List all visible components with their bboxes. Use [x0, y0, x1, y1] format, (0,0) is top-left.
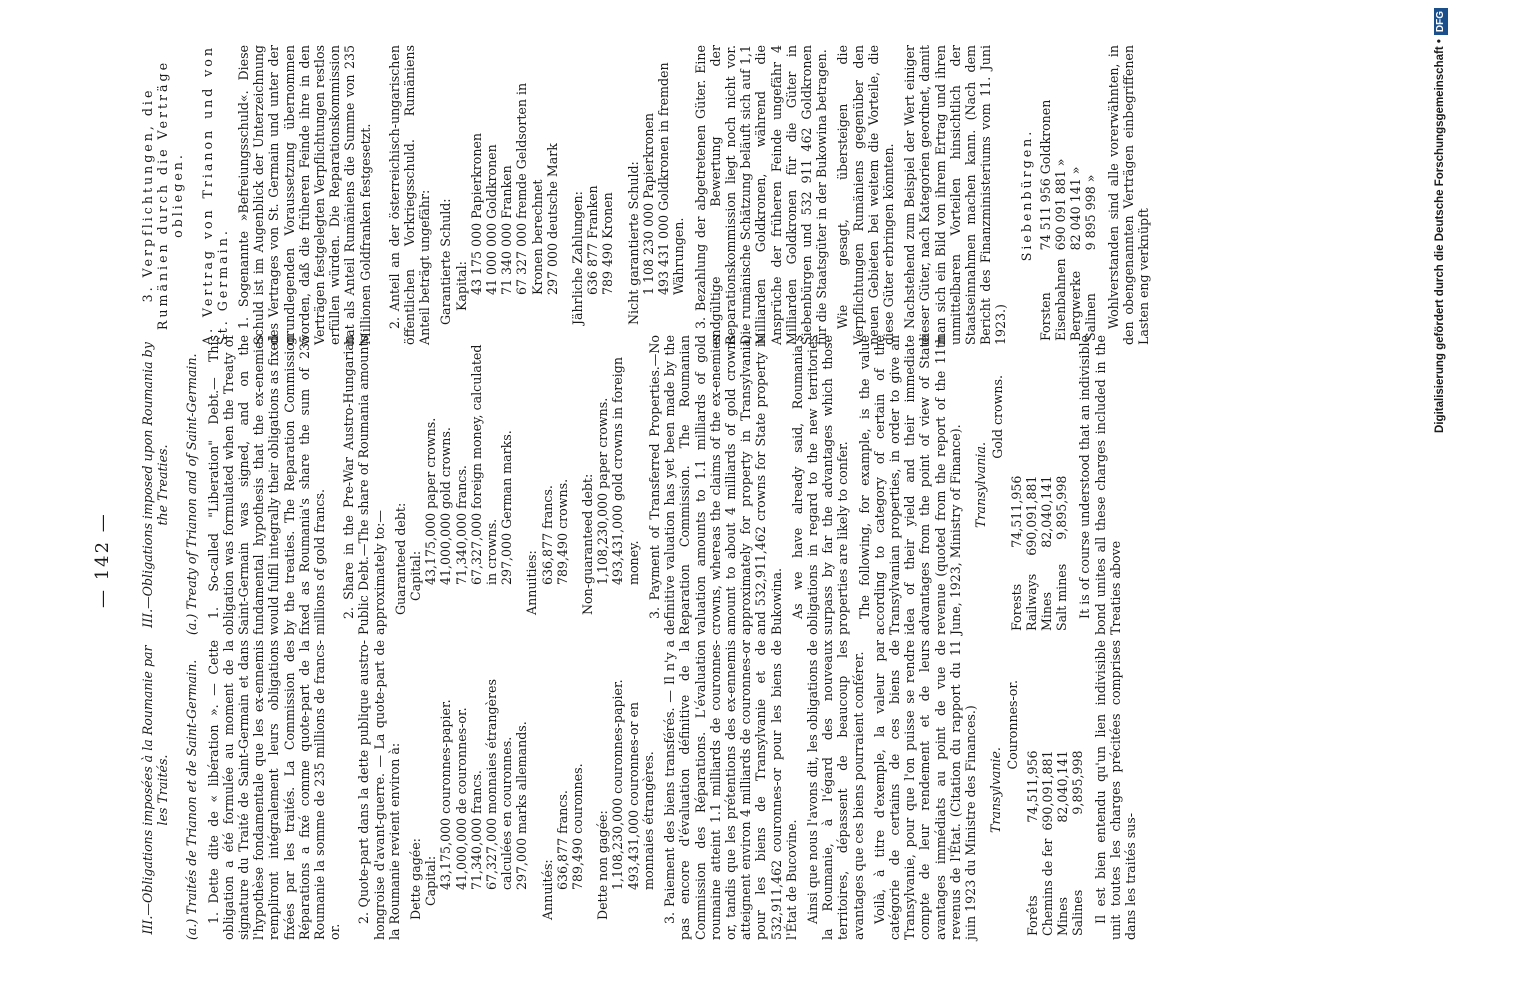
- row-label: Forêts: [1024, 895, 1040, 936]
- paragraph-liberation-debt: 1. Sogenannte »Befreiungsschuld«. Diese Schuld ist im Augenblick der Unterzeichnung des Vertrages von St. Germain und unter der grundlegenden Voraussetzung übernommen worden, daß die früheren Feinde ihre in den Verträgen festgelegten Verpflichtungen restlos erfüllen würden. Die Reparationskommission hat als Anteil Rumäniens die Summe von 235 Millionen Goldfranken festgesetzt.: [236, 45, 373, 345]
- row-value: 74 511 956 Goldkronen: [1037, 99, 1053, 251]
- row-label: Forests: [1009, 583, 1025, 631]
- label-annuities: Jährliche Zahlungen:: [570, 191, 586, 325]
- row-label: Mines: [1054, 897, 1070, 936]
- capital-item: 43,175,000 couronnes-papier.: [438, 699, 454, 890]
- label-annuities: Annuités:: [539, 859, 555, 920]
- label-non-guaranteed: Dette non gagée:: [595, 810, 611, 920]
- non-guaranteed-item: 1,108,230,000 couronnes-papier.: [610, 679, 626, 890]
- paragraph-liberation-debt: 1. So-called "Liberation" Debt.— This obligation was formulated when the Treaty of Saint-Germain was signed, and on the fundamental hypothesis that the ex-enemies would fulfil integrally their obligations as fixed by the treaties. The Reparation Commission fixed as Roumania's share the sum of 235 millions of gold francs.: [205, 335, 328, 635]
- page-number: — 142 —: [92, 512, 113, 608]
- row-label: Salt mines: [1054, 563, 1070, 631]
- subsection-heading: A. Vertrag von Trianon und von St. Germain.: [199, 45, 230, 345]
- row-label: Chemins de fer: [1039, 838, 1055, 936]
- non-guaranteed-item: 1,108,230,000 paper crowns.: [595, 397, 611, 585]
- table-row: [1083, 96, 1098, 345]
- paragraph-example: The following, for example, is the value according to category of certain of the Transylvanian properties, in order to give an idea of their yield and their immediate advantages from the point of view of State revenue (quoted from the report of the 11th June, 1923, Ministry of Finance).: [856, 335, 963, 635]
- paragraph-share: 2. Anteil an der österreichisch-ungarischen öffentlichen Vorkriegsschuld. Rumäniens Anteil beträgt ungefähr:: [386, 45, 433, 345]
- label-capital: Capital:: [423, 855, 439, 906]
- row-label: Salinen: [1082, 293, 1098, 341]
- digitization-credit: [1410, 8, 1446, 993]
- annuity-item: 789 490 Kronen: [600, 192, 616, 295]
- table-row: [1068, 96, 1083, 345]
- capital-item: 41 000 000 Goldkronen: [484, 144, 500, 295]
- annuity-item: 636,877 francs.: [554, 790, 570, 890]
- label-guaranteed: Guaranteed debt:: [392, 502, 408, 615]
- paragraph-liberation-debt: 1. Dette dite de « libération ». — Cette obligation a été formulée au moment de la signature du Traité de Saint-Germain et dans l'hypothèse fondamentale que les ex-ennemis rempliront intégralement leurs obligations fixées par les traités. La Commission des Réparations a fixé comme quote-part de la Roumanie la somme de 235 millions de francs-or.: [205, 640, 343, 940]
- label-non-guaranteed: Nicht garantierte Schuld:: [625, 161, 641, 325]
- row-value: 82 040 141 »: [1067, 166, 1083, 251]
- column-german: [140, 45, 1540, 345]
- capital-item: 67,327,000 foreign money, calculated in crowns.: [468, 344, 500, 585]
- section-heading: 3. Verpflichtungen, die Rumänien durch die Verträge obliegen.: [140, 59, 186, 331]
- capital-item: 71 340 000 Franken: [499, 165, 515, 295]
- row-value: 690 091 881 »: [1052, 158, 1068, 251]
- paragraph-share: 2. Share in the Pre-War Austro-Hungarian Public Debt.—The share of Roumania amounts approximately to:—: [341, 335, 387, 635]
- table-row: [1025, 746, 1040, 940]
- section-heading: III.—Obligations imposed upon Roumania by the Treaties.: [140, 342, 171, 628]
- non-guaranteed-item: 493,431,000 couronnes-or en monnaies étrangères.: [625, 701, 656, 890]
- paragraph-obligations: Ainsi que nous l'avons dit, les obligations de la Roumanie, à l'égard des nouveaux territoires, dépassent de beaucoup les avantages que ces biens pourraient conférer.: [804, 640, 866, 940]
- row-value: 690,091,881: [1024, 475, 1040, 556]
- annuity-item: 636 877 Franken: [585, 185, 601, 295]
- debt-list: [393, 335, 641, 615]
- paragraph-example: Nachstehend zum Beispiel der Wert einiger dieser Güter, nach Kategorien geordnet, damit man sich ein Bild von ihrem Ertrag und ihren unmittelbaren Vorteilen hinsichtlich der Staatseinnahmen machen kann. (Nach dem Bericht des Finanzministeriums vom 11. Juni 1923.): [902, 45, 1009, 345]
- credit-text: Digitalisierung gefördert durch die Deutsche Forschungsgemeinschaft •: [1434, 39, 1446, 433]
- capital-item: 71,340,000 francs.: [468, 770, 484, 890]
- row-value: 9,895,998: [1054, 475, 1070, 540]
- paragraph-transferred-property: 3. Bezahlung der abgetretenen Güter. Eine endgültige Bewertung der Reparationskommission liegt noch nicht vor. Die rumänische Schätzung beläuft sich auf 1,1 Milliarden Goldkronen, während die Ansprüche der früheren Feinde ungefähr 4 Milliarden Goldkronen für die Güter in Siebenbürgen und 532 911 462 Goldkronen für die Staatsgüter in der Bukowina betragen.: [692, 45, 830, 345]
- dfg-logo: DFG: [1434, 8, 1448, 35]
- property-table: [1025, 746, 1085, 940]
- capital-item: 297 000 deutsche Mark: [544, 143, 560, 295]
- row-label: Bergwerke: [1067, 270, 1083, 341]
- annuity-item: 636,877 francs.: [539, 485, 555, 585]
- section-heading: III.—Obligations imposées à la Roumanie par les Traités.: [140, 645, 171, 935]
- label-guaranteed: Dette gagée:: [408, 838, 424, 920]
- capital-item: 43 175 000 Papierkronen: [468, 133, 484, 295]
- paragraph-share: 2. Quote-part dans la dette publique austro-hongroise d'avant-guerre. — La quote-part de la Roumanie revient environ à:: [356, 640, 402, 940]
- capital-item: 297,000 marks allemands.: [514, 721, 530, 890]
- label-non-guaranteed: Non-guaranteed debt:: [580, 473, 596, 615]
- subsection-heading: (a.) Treaty of Trianon and of Saint-Germain.: [184, 353, 200, 635]
- table-row: [1039, 472, 1054, 635]
- row-label: Eisenbahnen: [1052, 258, 1068, 341]
- table-title: Transylvania.: [972, 442, 988, 528]
- table-row: [1070, 746, 1085, 940]
- label-guaranteed: Garantierte Schuld:: [438, 198, 454, 325]
- capital-item: 41,000,000 gold crowns.: [438, 427, 454, 585]
- row-value: 690,091,881: [1039, 750, 1055, 831]
- table-row: [1038, 96, 1053, 345]
- capital-item: 43,175,000 paper crowns.: [423, 417, 439, 585]
- label-capital: Capital:: [408, 550, 424, 601]
- label-capital: Kapital:: [453, 261, 469, 311]
- capital-item: 41,000,000 de couronnes-or.: [453, 707, 469, 890]
- row-label: Forsten: [1037, 292, 1053, 341]
- table-title: Siebenbürgen.: [1018, 128, 1034, 262]
- table-row: [1024, 472, 1039, 635]
- row-value: 82,040,141: [1039, 475, 1055, 548]
- row-value: 82,040,141: [1054, 750, 1070, 823]
- row-value: 9 895 998 »: [1082, 174, 1098, 251]
- table-row: [1055, 746, 1070, 940]
- label-annuities: Annuities:: [524, 550, 540, 615]
- debt-list: [408, 640, 656, 920]
- paragraph-example: Voilà, à titre d'exemple, la valeur par catégorie de certains de ces biens de Transylvanie, pour que l'on puisse se rendre compte de leur rendement et de leurs avantages immédiats au point de vue de revenus de l'État. (Citation du rapport du 11 juin 1923 du Ministre des Finances.): [871, 640, 978, 940]
- annuity-item: 789,490 couronnes.: [570, 763, 586, 890]
- row-value: 74,511,956: [1024, 750, 1040, 823]
- property-table: [1038, 96, 1098, 345]
- non-guaranteed-item: 493,431,000 gold crowns in foreign money.: [610, 357, 641, 585]
- capital-item: 67 327 000 fremde Geldsorten in Kronen berechnet: [514, 82, 545, 295]
- table-row: [1040, 746, 1055, 940]
- credit-line: [1430, 8, 1450, 993]
- non-guaranteed-item: 1 108 230 000 Papierkronen: [640, 112, 656, 295]
- paragraph-transferred-property: 3. Payment of Transferred Properties.—No definitive valuation has yet been made by the Reparation Commission. The Roumanian valuation amounts to 1.1 milliards of gold crowns, whereas the claims of the ex-enemies amount to about 4 milliards of gold crowns approximately for property in Transylvania, and 532,911,462 crowns for State property in Bukowina.: [646, 335, 784, 635]
- capital-item: 67,327,000 monnaies étrangères calculées en couronnes.: [484, 679, 515, 890]
- table-title: Transylvanie.: [988, 747, 1004, 833]
- paragraph-transferred-property: 3. Paiement des biens transférés. — Il n'y a pas encore d'évaluation définitive de la Commission des Réparations. L'évaluation roumaine atteint 1.1 milliards de couronnes-or, tandis que les prétentions des ex-ennemis atteignent environ 4 milliards de couronnes-or pour les biens de Transylvanie et de 532,911,462 couronnes-or pour les biens de l'État de Bucovine.: [662, 640, 799, 940]
- capital-item: 71,340,000 francs.: [453, 465, 469, 585]
- row-label: Mines: [1039, 592, 1055, 631]
- paragraph-closing: Il est bien entendu qu'un lien indivisible unit toutes les charges précitées comprises dans les traités sus-: [1092, 640, 1138, 940]
- table-unit: Couronnes-or.: [1005, 680, 1021, 770]
- column-french: [140, 640, 1540, 940]
- annuity-item: 789,490 crowns.: [554, 478, 570, 585]
- property-table: [1009, 472, 1069, 635]
- row-value: 9,895,998: [1069, 750, 1085, 815]
- row-label: Railways: [1024, 573, 1040, 631]
- paragraph-obligations: Wie gesagt, übersteigen die Verpflichtungen Rumäniens gegenüber den neuen Gebieten bei weitem die Vorteile, die diese Güter erbringen könnten.: [835, 45, 896, 345]
- row-label: Salines: [1069, 889, 1085, 936]
- row-value: 74,511,956: [1009, 475, 1025, 548]
- column-english: [140, 335, 1540, 635]
- subsection-heading: (a.) Traités de Trianon et de Saint-Germain.: [184, 659, 200, 940]
- table-row: [1053, 96, 1068, 345]
- paragraph-closing: It is of course understood that an indivisible bond unites all these charges included in the Treaties above: [1077, 335, 1123, 635]
- debt-list: [438, 45, 686, 325]
- capital-item: 297,000 German marks.: [499, 430, 515, 585]
- paragraph-obligations: As we have already said, Roumania's obligations in regard to the new territories surpass by far the advantages which those properties are likely to confer.: [789, 335, 851, 635]
- paragraph-closing: Wohlverstanden sind alle vorerwähnten, in den obengenannten Verträgen einbegriffenen Lasten eng verknüpft: [1105, 45, 1152, 345]
- non-guaranteed-item: 493 431 000 Goldkronen in fremden Währungen.: [656, 62, 687, 295]
- table-unit: Gold crowns.: [990, 375, 1006, 459]
- table-row: [1009, 472, 1024, 635]
- table-row: [1054, 472, 1069, 635]
